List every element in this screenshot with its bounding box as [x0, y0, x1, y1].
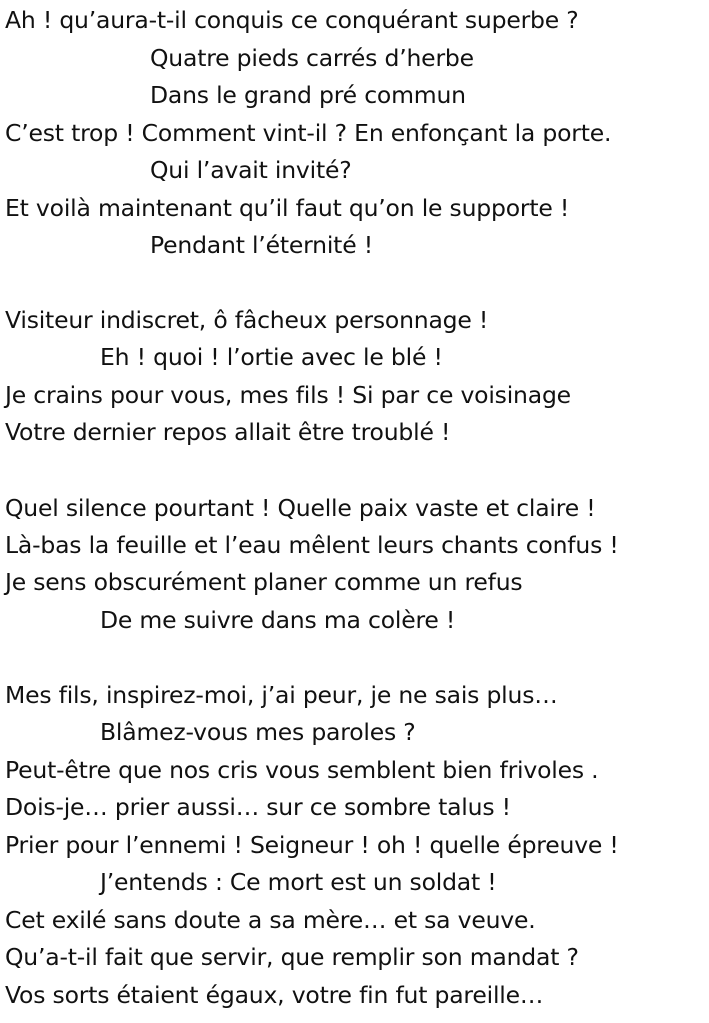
verse-line: Visiteur indiscret, ô fâcheux personnage ! [5, 306, 489, 334]
verse-line: Eh ! quoi ! l’ortie avec le blé ! [100, 343, 443, 371]
verse-line: J’entends : Ce mort est un soldat ! [100, 868, 497, 896]
verse-line: Qui l’avait invité? [150, 156, 352, 184]
verse-line: Quel silence pourtant ! Quelle paix vaste et claire ! [5, 494, 596, 522]
verse-line: Mes fils, inspirez-moi, j’ai peur, je ne sais plus… [5, 681, 558, 709]
verse-line: Je sens obscurément planer comme un refus [5, 568, 523, 596]
verse-line: Votre dernier repos allait être troublé ! [5, 418, 451, 446]
verse-line: Vos sorts étaient égaux, votre fin fut pareille… [5, 981, 544, 1009]
verse-line: Dois-je… prier aussi… sur ce sombre talus ! [5, 793, 511, 821]
verse-line: Prier pour l’ennemi ! Seigneur ! oh ! quelle épreuve ! [5, 831, 619, 859]
verse-line: C’est trop ! Comment vint-il ? En enfonçant la porte. [5, 119, 612, 147]
verse-line: Quatre pieds carrés d’herbe [150, 44, 474, 72]
verse-line: Pendant l’éternité ! [150, 231, 373, 259]
verse-line: De me suivre dans ma colère ! [100, 606, 456, 634]
verse-line: Dans le grand pré commun [150, 81, 466, 109]
verse-line: Qu’a-t-il fait que servir, que remplir son mandat ? [5, 943, 579, 971]
verse-line: Et voilà maintenant qu’il faut qu’on le supporte ! [5, 194, 570, 222]
verse-line: Blâmez-vous mes paroles ? [100, 718, 416, 746]
verse-line: Ah ! qu’aura-t-il conquis ce conquérant superbe ? [5, 6, 579, 34]
verse-line: Cet exilé sans doute a sa mère… et sa veuve. [5, 906, 536, 934]
verse-line: Peut-être que nos cris vous semblent bien frivoles . [5, 756, 599, 784]
verse-line: Je crains pour vous, mes fils ! Si par ce voisinage [5, 381, 571, 409]
verse-line: Là-bas la feuille et l’eau mêlent leurs chants confus ! [5, 531, 619, 559]
